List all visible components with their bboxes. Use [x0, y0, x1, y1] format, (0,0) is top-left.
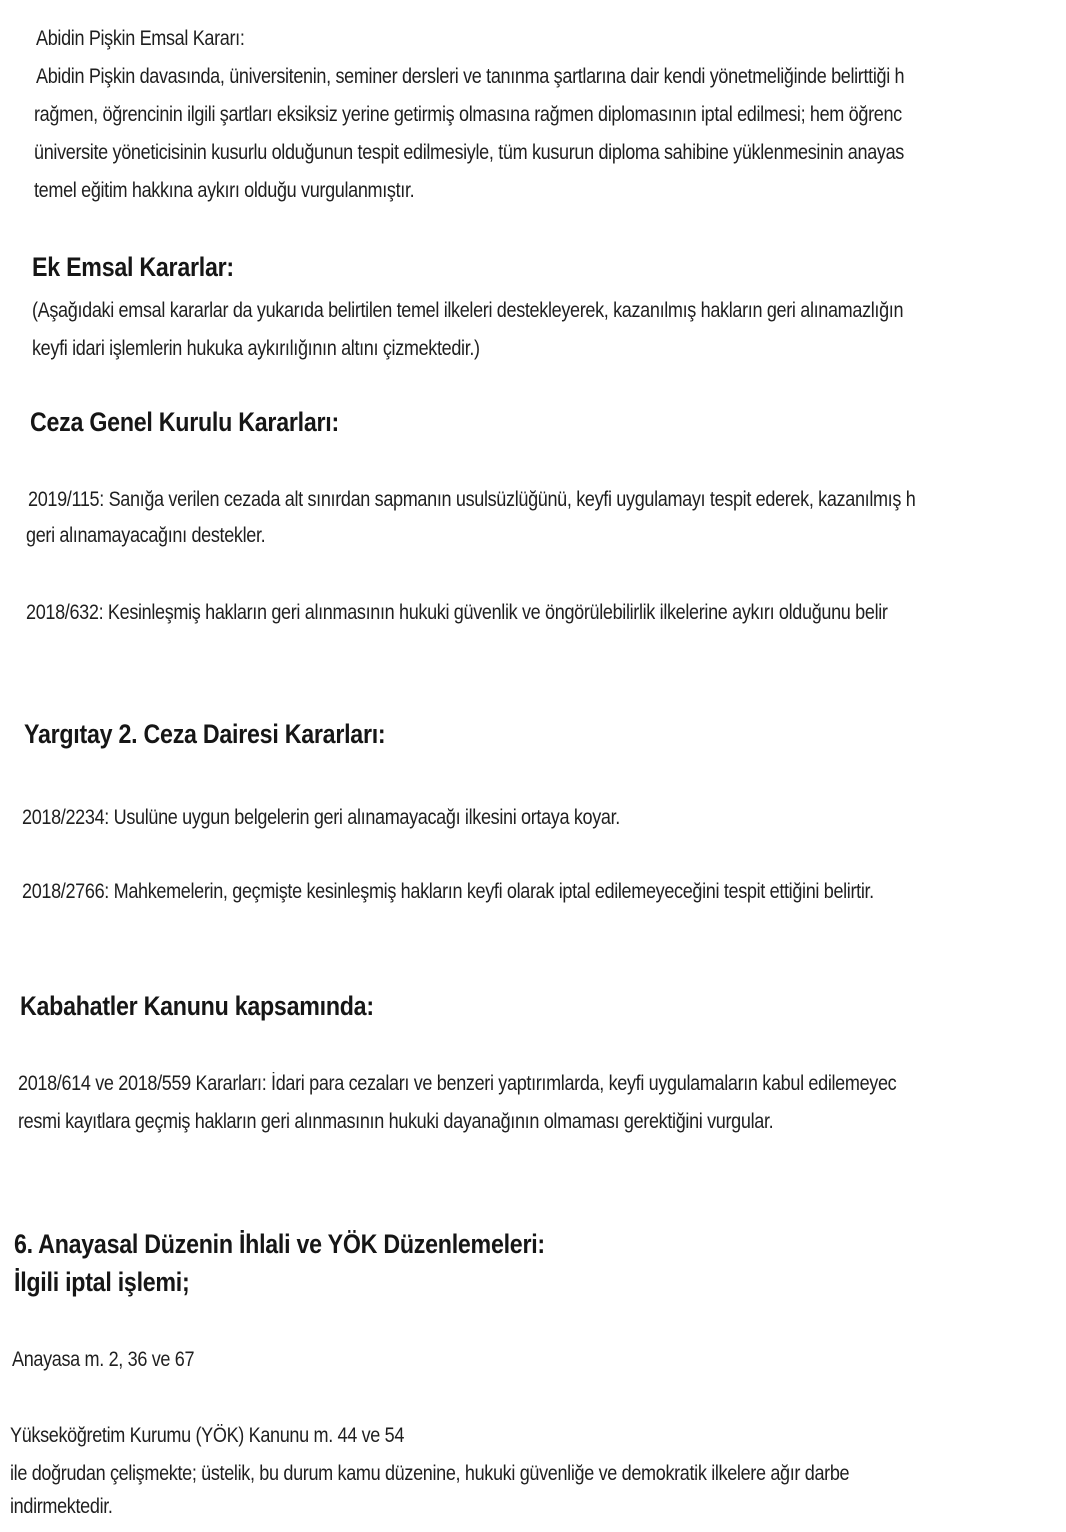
yargitay-item-2: 2018/2766: Mahkemelerin, geçmişte kesinleşmiş hakların keyfi olarak iptal edilemeyeceğini tespit ettiğini belirtir.	[22, 880, 874, 903]
subheading-iptal-islemi: İlgili iptal işlemi;	[14, 1267, 190, 1297]
heading-ceza-genel-kurulu: Ceza Genel Kurulu Kararları:	[30, 407, 339, 437]
ceza-genel-item-1: geri alınamayacağını destekler.	[26, 524, 266, 547]
yargitay-item-1: 2018/2234: Usulüne uygun belgelerin geri alınamayacağı ilkesini ortaya koyar.	[22, 806, 620, 829]
intro-line: üniversite yöneticisinin kusurlu olduğunun tespit edilmesiyle, tüm kusurun diploma sahibine yüklenmesinin anayas	[34, 141, 904, 164]
kabahatler-line: 2018/614 ve 2018/559 Kararları: İdari para cezaları ve benzeri yaptırımlarda, keyfi uygulamaların kabul edilemeyec	[18, 1072, 897, 1095]
heading-yargitay: Yargıtay 2. Ceza Dairesi Kararları:	[24, 719, 386, 749]
ek-emsal-line: (Aşağıdaki emsal kararlar da yukarıda belirtilen temel ilkeleri destekleyerek, kazanılmış hakların geri alınamazlığın	[32, 299, 904, 322]
intro-title: Abidin Pişkin Emsal Kararı:	[36, 27, 245, 50]
intro-line: temel eğitim hakkına aykırı olduğu vurgulanmıştır.	[34, 179, 415, 202]
intro-line: rağmen, öğrencinin ilgili şartları eksiksiz yerine getirmiş olmasına rağmen diplomasının iptal edilmesi; hem öğrenc	[34, 103, 902, 126]
heading-kabahatler: Kabahatler Kanunu kapsamında:	[20, 991, 374, 1021]
intro-line: Abidin Pişkin davasında, üniversitenin, seminer dersleri ve tanınma şartlarına dair kendi yönetmeliğinde belirttiği h	[36, 65, 905, 88]
yok-line: Yükseköğretim Kurumu (YÖK) Kanunu m. 44 ve 54	[10, 1424, 405, 1447]
heading-section-6: 6. Anayasal Düzenin İhlali ve YÖK Düzenlemeleri:	[14, 1229, 545, 1259]
yok-line: ile doğrudan çelişmekte; üstelik, bu durum kamu düzenine, hukuki güvenliğe ve demokratik ilkelere ağır darbe	[10, 1462, 850, 1485]
ceza-genel-item-2: 2018/632: Kesinleşmiş hakların geri alınmasının hukuki güvenlik ve öngörülebilirlik ilkelerine aykırı olduğunu belir	[26, 601, 888, 624]
yok-line: indirmektedir.	[10, 1495, 113, 1518]
heading-ek-emsal: Ek Emsal Kararlar:	[32, 252, 234, 282]
ek-emsal-line: keyfi idari işlemlerin hukuka aykırılığının altını çizmektedir.)	[32, 337, 480, 360]
ceza-genel-item-1: 2019/115: Sanığa verilen cezada alt sınırdan sapmanın usulsüzlüğünü, keyfi uygulamayı tespit ederek, kazanılmış h	[28, 488, 916, 511]
anayasa-articles: Anayasa m. 2, 36 ve 67	[12, 1348, 195, 1371]
kabahatler-line: resmi kayıtlara geçmiş hakların geri alınmasının hukuki dayanağının olmaması gerektiğini vurgular.	[18, 1110, 774, 1133]
